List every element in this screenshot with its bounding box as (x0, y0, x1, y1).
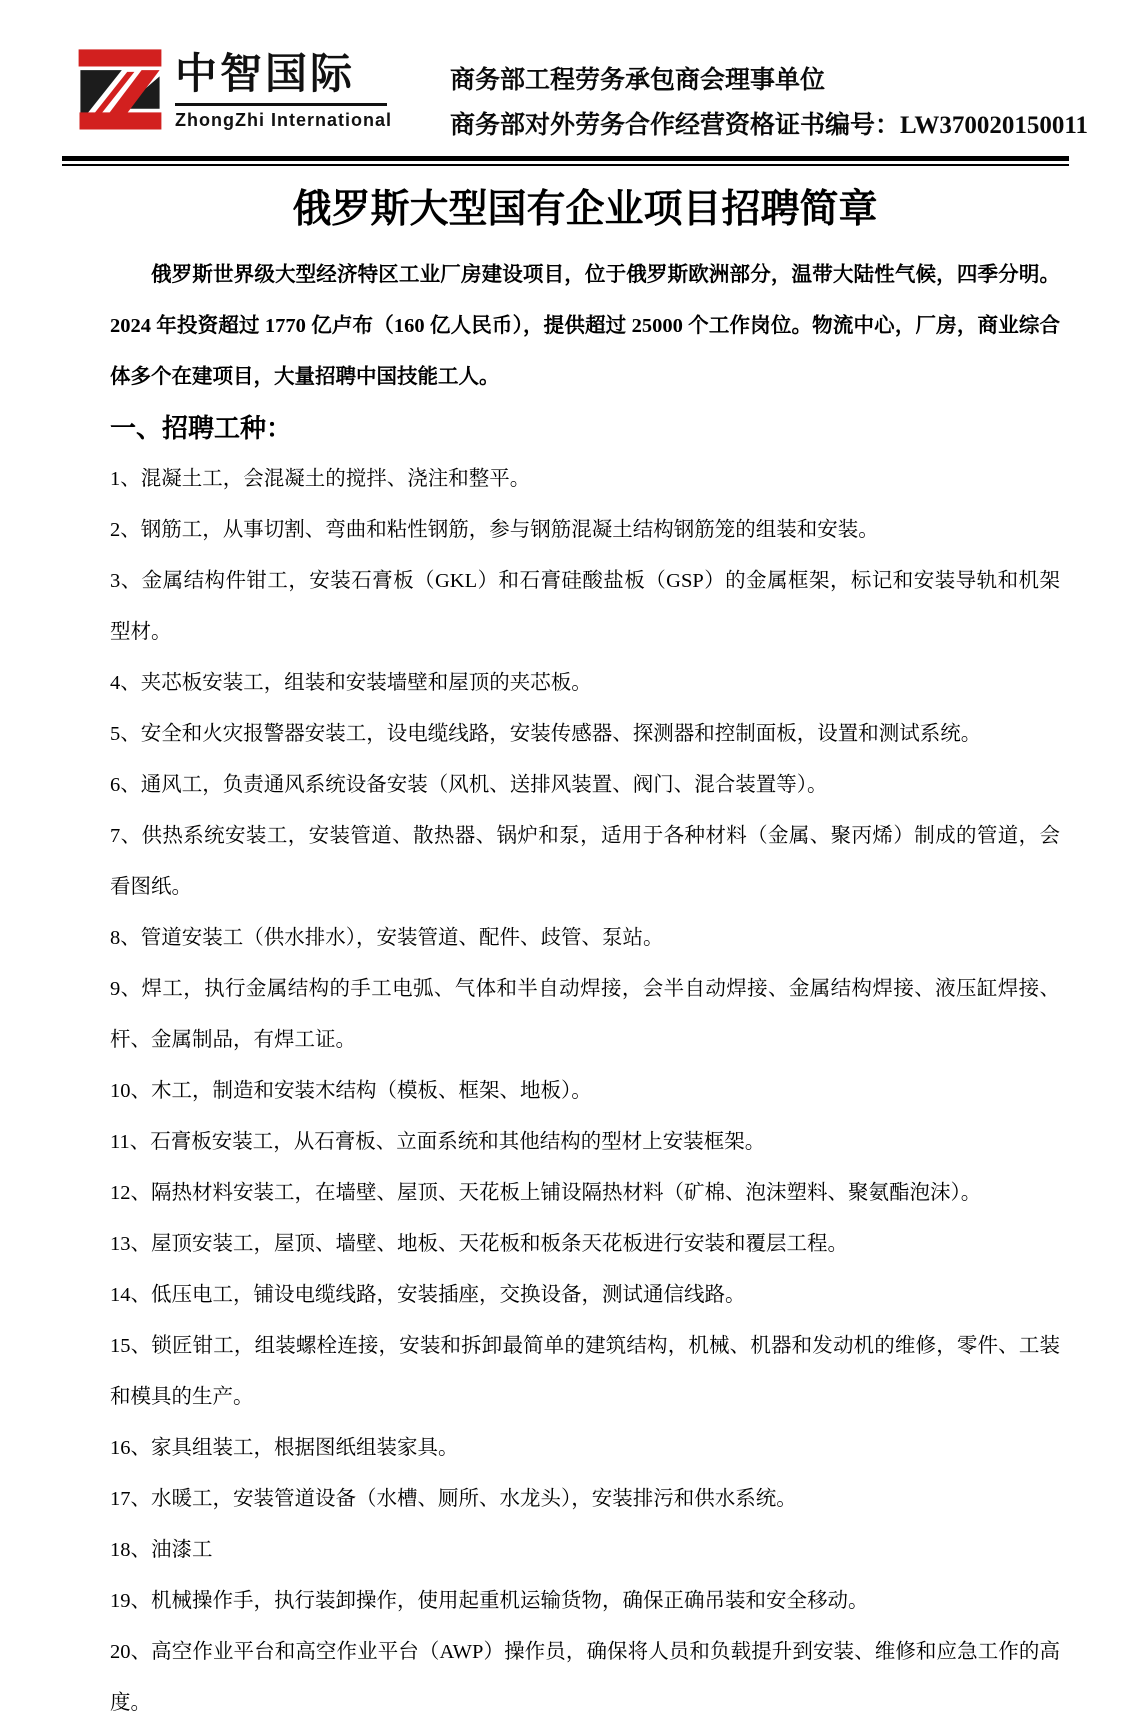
company-logo (75, 44, 392, 134)
header-divider-rule (62, 156, 1069, 166)
job-item-2: 2、钢筋工，从事切割、弯曲和粘性钢筋，参与钢筋混凝土结构钢筋笼的组装和安装。 (110, 519, 879, 541)
document-title: 俄罗斯大型国有企业项目招聘简章 (292, 188, 878, 231)
job-item-7: 7、供热系统安装工，安装管道、散热器、锅炉和泵，适用于各种材料（金属、聚丙烯）制成的管道，会看图纸。 (110, 825, 1060, 898)
document-body (110, 250, 1060, 1729)
job-item-10: 10、木工，制造和安装木结构（模板、框架、地板）。 (110, 1080, 592, 1102)
job-item-9: 9、焊工，执行金属结构的手工电弧、气体和半自动焊接，会半自动焊接、金属结构焊接、液压缸焊接、杆、金属制品，有焊工证。 (110, 978, 1060, 1051)
credential-line-1: 商务部工程劳务承包商会理事单位 (449, 67, 825, 94)
job-item-12: 12、隔热材料安装工，在墙壁、屋顶、天花板上铺设隔热材料（矿棉、泡沫塑料、聚氨酯泡沫）。 (110, 1182, 982, 1204)
credential-line-2: 商务部对外劳务合作经营资格证书编号：LW370020150011 (449, 112, 1088, 139)
job-item-4: 4、夹芯板安装工，组装和安装墙壁和屋顶的夹芯板。 (110, 672, 592, 694)
job-item-5: 5、安全和火灾报警器安装工，设电缆线路，安装传感器、探测器和控制面板，设置和测试系统。 (110, 723, 982, 745)
job-item-11: 11、石膏板安装工，从石膏板、立面系统和其他结构的型材上安装框架。 (110, 1131, 766, 1153)
zhongzhi-z-logo-icon (75, 44, 165, 134)
job-item-20: 20、高空作业平台和高空作业平台（AWP）操作员，确保将人员和负载提升到安装、维修和应急工作的高度。 (110, 1641, 1060, 1714)
job-item-8: 8、管道安装工（供水排水），安装管道、配件、歧管、泵站。 (110, 927, 664, 949)
job-item-1: 1、混凝土工，会混凝土的搅拌、浇注和整平。 (110, 468, 531, 490)
company-name-cn: 中智国际 (175, 50, 356, 97)
letterhead (0, 0, 1131, 148)
intro-paragraph: 俄罗斯世界级大型经济特区工业厂房建设项目，位于俄罗斯欧洲部分，温带大陆性气候，四季分明。2024 年投资超过 1770 亿卢布（160 亿人民币），提供超过 25000 个工作岗位。物流中心，厂房，商业综合体多个在建项目，大量招聘中国技能工人。 (110, 264, 1060, 388)
job-item-13: 13、屋顶安装工，屋顶、墙壁、地板、天花板和板条天花板进行安装和覆层工程。 (110, 1233, 848, 1255)
section-heading-job-types: 一、招聘工种： (110, 414, 293, 443)
job-item-6: 6、通风工，负责通风系统设备安装（风机、送排风装置、阀门、混合装置等）。 (110, 774, 828, 796)
job-item-17: 17、水暖工，安装管道设备（水槽、厕所、水龙头），安装排污和供水系统。 (110, 1488, 797, 1510)
company-name-en: ZhongZhi International (175, 110, 392, 130)
document-page (0, 166, 1131, 1729)
job-item-3: 3、金属结构件钳工，安装石膏板（GKL）和石膏硅酸盐板（GSP）的金属框架，标记和安装导轨和机架型材。 (110, 570, 1060, 643)
job-item-14: 14、低压电工，铺设电缆线路，安装插座，交换设备，测试通信线路。 (110, 1284, 746, 1306)
logo-underline (175, 103, 387, 106)
credential-lines (450, 44, 1088, 148)
job-item-19: 19、机械操作手，执行装卸操作，使用起重机运输货物，确保正确吊装和安全移动。 (110, 1590, 869, 1612)
job-item-18: 18、油漆工 (110, 1539, 213, 1561)
job-item-15: 15、锁匠钳工，组装螺栓连接，安装和拆卸最简单的建筑结构，机械、机器和发动机的维修，零件、工装和模具的生产。 (110, 1335, 1060, 1408)
job-item-16: 16、家具组装工，根据图纸组装家具。 (110, 1437, 459, 1459)
